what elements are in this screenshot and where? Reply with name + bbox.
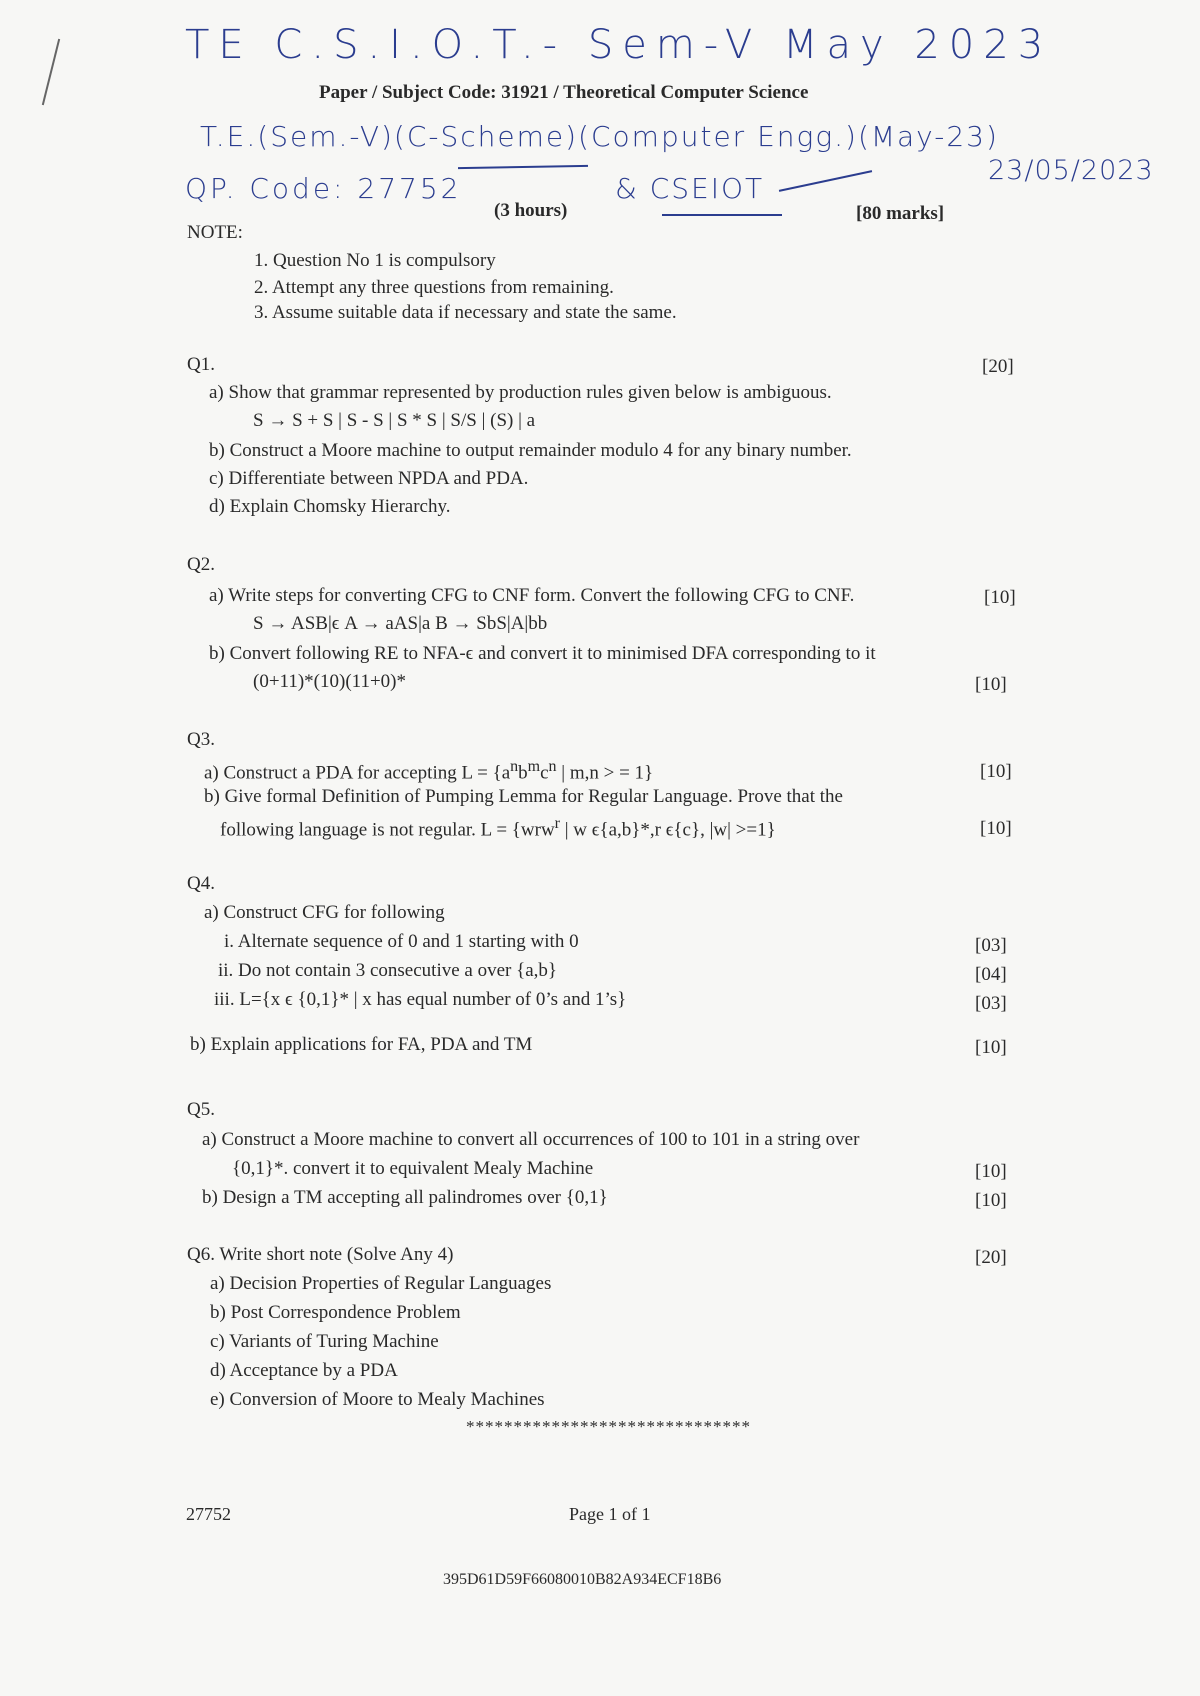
q6-label: Q6. Write short note (Solve Any 4) <box>187 1244 454 1265</box>
q2-part-b: b) Convert following RE to NFA-ϵ and convert it to minimised DFA corresponding to it <box>209 643 876 664</box>
q3-a-marks: [10] <box>980 761 1012 782</box>
q2-a-marks: [10] <box>984 587 1016 608</box>
handwritten-date: 23/05/2023 <box>988 155 1154 186</box>
q5-part-a: a) Construct a Moore machine to convert all occurrences of 100 to 101 in a string over <box>202 1129 860 1150</box>
q1-part-d: d) Explain Chomsky Hierarchy. <box>209 496 451 517</box>
q6-item: c) Variants of Turing Machine <box>210 1331 439 1352</box>
q3-label: Q3. <box>187 729 215 750</box>
q5-part-b: b) Design a TM accepting all palindromes over {0,1} <box>202 1187 608 1208</box>
handwritten-course: T.E.(Sem.-V)(C-Scheme)(Computer Engg.)(May-23) <box>200 120 999 153</box>
q4-subpart-iii: iii. L={x ϵ {0,1}* | x has equal number of 0’s and 1’s} <box>214 989 627 1010</box>
footer-page-number: Page 1 of 1 <box>569 1504 651 1524</box>
q4-subpart-i: i. Alternate sequence of 0 and 1 starting with 0 <box>224 931 579 952</box>
footer-paper-code: 27752 <box>186 1504 231 1524</box>
q1-part-c: c) Differentiate between NPDA and PDA. <box>209 468 529 489</box>
exam-duration: (3 hours) <box>494 200 568 221</box>
margin-tick-mark <box>42 39 60 105</box>
q6-item: e) Conversion of Moore to Mealy Machines <box>210 1389 545 1410</box>
q4-i-marks: [03] <box>975 935 1007 956</box>
q2-label: Q2. <box>187 554 215 575</box>
end-of-paper-marker: ****************************** <box>466 1417 751 1436</box>
q4-part-a: a) Construct CFG for following <box>204 902 445 923</box>
subject-line: Paper / Subject Code: 31921 / Theoretical Computer Science <box>319 82 809 103</box>
q5-b-marks: [10] <box>975 1190 1007 1211</box>
q1-grammar-rule: S → S + S | S - S | S * S | S/S | (S) | a <box>253 410 536 431</box>
q3-b-marks: [10] <box>980 818 1012 839</box>
q2-part-a: a) Write steps for converting CFG to CNF form. Convert the following CFG to CNF. <box>209 585 855 606</box>
handwritten-underline <box>779 170 872 192</box>
handwritten-qp-code: QP. Code: 27752 <box>185 172 462 205</box>
note-item: 2. Attempt any three questions from remaining. <box>254 277 614 298</box>
q2-regex: (0+11)*(10)(11+0)* <box>253 671 406 692</box>
footer-hash: 395D61D59F66080010B82A934ECF18B6 <box>443 1571 722 1588</box>
q3-part-a: a) Construct a PDA for accepting $L = \{a^nb^mc^n$ | m,n > = 1} <box>204 758 654 784</box>
q4-ii-marks: [04] <box>975 964 1007 985</box>
q1-marks: [20] <box>982 356 1014 377</box>
q3-part-b: b) Give formal Definition of Pumping Lemma for Regular Language. Prove that the <box>204 786 843 807</box>
handwritten-title: TE C.S.I.O.T.- Sem-V May 2023 <box>185 22 1053 68</box>
handwritten-underline <box>458 165 588 169</box>
q1-part-b: b) Construct a Moore machine to output remainder modulo 4 for any binary number. <box>209 440 852 461</box>
handwritten-underline <box>662 214 782 216</box>
q4-part-b: b) Explain applications for FA, PDA and TM <box>190 1034 533 1055</box>
q5-label: Q5. <box>187 1099 215 1120</box>
q6-item: b) Post Correspondence Problem <box>210 1302 461 1323</box>
q4-subpart-ii: ii. Do not contain 3 consecutive a over {a,b} <box>218 960 558 981</box>
q6-marks: [20] <box>975 1247 1007 1268</box>
q2-cfg-rules: S → ASB|ϵ A → aAS|a B → SbS|A|bb <box>253 613 548 634</box>
note-item: 3. Assume suitable data if necessary and state the same. <box>254 302 677 323</box>
note-label: NOTE: <box>187 222 243 243</box>
total-marks: [80 marks] <box>856 203 945 224</box>
q6-item: a) Decision Properties of Regular Languages <box>210 1273 552 1294</box>
handwritten-branch: & CSEIOT <box>615 172 765 205</box>
q2-b-marks: [10] <box>975 674 1007 695</box>
note-item: 1. Question No 1 is compulsory <box>254 250 496 271</box>
q5-part-a-cont: {0,1}*. convert it to equivalent Mealy Machine <box>232 1158 594 1179</box>
q3-part-b-language: following language is not regular. L = {wrw$^r$ | w ϵ{a,b}*,r ϵ{c}, |w| >=1} <box>220 815 776 841</box>
q4-b-marks: [10] <box>975 1037 1007 1058</box>
q1-part-a: a) Show that grammar represented by production rules given below is ambiguous. <box>209 382 832 403</box>
q4-label: Q4. <box>187 873 215 894</box>
q4-iii-marks: [03] <box>975 993 1007 1014</box>
q1-label: Q1. <box>187 354 215 375</box>
q6-item: d) Acceptance by a PDA <box>210 1360 398 1381</box>
q5-a-marks: [10] <box>975 1161 1007 1182</box>
